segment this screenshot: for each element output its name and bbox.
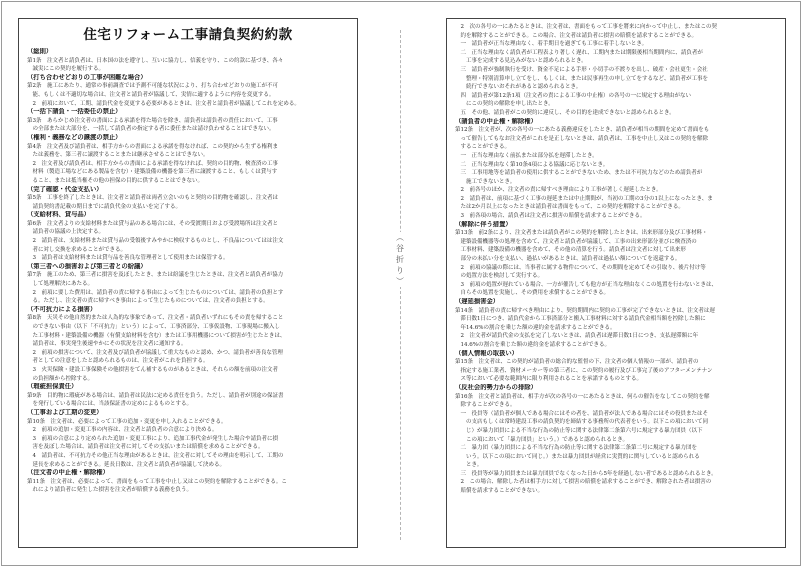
text-line: 請負者は、事実発生後速やかにその状況を注文者に通知する。 bbox=[27, 341, 187, 348]
text-line: 延長を求めることができる。延長日数は、注文者と請負者が協議して決める。 bbox=[27, 461, 226, 468]
section-heading: （第三者への損害および第三者との紛議） bbox=[27, 262, 147, 270]
text-line: のできない事由（以下「不可抗力」という）によって、工事済部分、工事仮設物、工事現場に搬入し bbox=[27, 324, 280, 330]
text-line: 一 正当な理由なく前払または部分払を遅滞したとき。 bbox=[455, 152, 598, 159]
text-line: 四 請負者が第12条1項（注文者の責による工事の中止権）の各号の一に規定する理由がない bbox=[455, 92, 692, 99]
section-heading: （解除に伴う措置） bbox=[455, 220, 512, 228]
fold-label bbox=[393, 232, 407, 287]
text-line: 請負者の協議の上決定する。 bbox=[27, 229, 105, 236]
text-line: にこの契約の解除を申し出たとき。 bbox=[455, 101, 554, 108]
text-line: 第14条 請負者の責に帰すべき理由により、契約期間内に契約の工事が完了できないときは、注文者は遅 bbox=[455, 307, 715, 314]
section-heading: （瑕疵担保責任） bbox=[27, 383, 78, 391]
text-line: の負担額から控除する。 bbox=[27, 375, 94, 382]
text-line: 2 請負者は、支給材料または貸与品の受領後すみやかに検収するものとし、不良品についてはは注文 bbox=[27, 238, 284, 245]
section-heading: （完了確認・代金支払い） bbox=[27, 185, 103, 193]
section-heading: （請負者の中止権・解除権） bbox=[455, 117, 537, 125]
text-line: 二 正当な理由なく第10条4項による協議に応じないとき。 bbox=[455, 161, 609, 168]
text-line: 3 前項の処置が遅れている場合、一方が催告しても他方が正当な理由なくこの処置を行わないときは、 bbox=[455, 281, 718, 288]
left-contract-panel bbox=[18, 18, 358, 548]
text-line: 3 請負者は支給材料または貸与品を善良な管理者として使用または保管する。 bbox=[27, 255, 229, 262]
text-line: 三 役員等が暴力団員または暴力団員でなくなった日から5年を経過しない者であると認められるとき。 bbox=[455, 470, 717, 477]
text-line: 第10条 注文者は、必要によって工事の追加・変更を申し入れることができる。 bbox=[27, 418, 227, 425]
text-line: 二 暴力団（暴力団員による不当な行為の防止等に関する法律第二条第二号に規定する暴力団を bbox=[455, 445, 698, 452]
text-line: 第15条 注文者は、この契約が請負者の総合的な監督の下、注文者の個人情報の一部が、請負者の bbox=[455, 359, 699, 366]
text-line: この項において「暴力団員」という。）であると認められるとき。 bbox=[455, 436, 629, 443]
text-line: 2 前各号のほか、注文者の責に帰すべき理由により工事が著しく遅延したとき。 bbox=[455, 187, 662, 194]
text-line: 滞日数1日につき、請負代金から工事済部分と搬入工事材料に対する請負代金相当額を控除した額に bbox=[455, 316, 706, 323]
text-line: た工事材料・建築設備の機器（有償支給材料を含む）または工事用機器について損害が生じたときは、 bbox=[27, 332, 286, 339]
text-line: 工事材料、建築設備の機器を含めて、その他の清算を行う。請負者は注文者に対して出来形 bbox=[455, 247, 686, 254]
text-line: 3 前各項の場合、請負者は注文者に損害の賠償を請求することができる。 bbox=[455, 213, 646, 220]
left-column-text bbox=[27, 48, 349, 495]
section-heading: （不可抗力による損害） bbox=[27, 305, 97, 313]
fold-label-text: ︵ 谷 折 り ︶ bbox=[396, 233, 404, 286]
text-line: の処置方法を検討して実行する。 bbox=[455, 273, 544, 280]
text-line: れにより請負者に発生した損害を注文者が賠償する義務を負う。 bbox=[27, 487, 193, 494]
section-heading: （反社会的勢力からの排除） bbox=[455, 383, 537, 391]
text-line: 3 火災保険・建設工事保険その他損害をてん補するものがあるときは、それらの額を前項の注文者 bbox=[27, 366, 279, 373]
text-line: 三 工事用地等を請負者の使用に供することができないため、または不可抗力などのため請負者が bbox=[455, 170, 703, 177]
document-title: 住宅リフォーム工事請負契約約款 bbox=[83, 27, 293, 43]
text-line: 工事を完成する見込みがないと認められるとき。 bbox=[455, 58, 587, 65]
text-line: ス等において必要な範囲内に限り利用されることを承諾するものとする。 bbox=[455, 376, 643, 383]
text-line: 年14.6%の割合を乗じた額の違約金を請求することができる。 bbox=[455, 324, 616, 331]
text-line: 自らその処置を実施し、その費用を求償することができる。 bbox=[455, 290, 610, 297]
text-line: を発行している場合には、当該保証書の定めによるものとする。 bbox=[27, 401, 193, 408]
text-line: 能、もしくは不適切な場合は、注文者と請負者が協議して、実情に適するように内容を変更する。 bbox=[27, 91, 275, 98]
text-line: の全部または大部分を、一括して請負者の指定する者に委任または請け負わせることはできない。 bbox=[27, 126, 275, 133]
text-line: 第4条 注文者及び請負者は、相手方からの書面による承諾を得なければ、この契約から生ずる権利ま bbox=[27, 143, 279, 150]
text-line: 請負契約書記載の期日までに請負代金の支払いを完了する。 bbox=[27, 203, 182, 210]
text-line: 賠償を請求することができない。 bbox=[455, 488, 544, 495]
text-line: いう。以下この項において同じ。）または暴力団員が経営に実質的に関与していると認められる bbox=[455, 453, 700, 460]
text-line: 2 請負者は、前項に基づく工事の遅延または中止期間が、当初の工期の3分の1以上になったとき、ま bbox=[455, 195, 713, 202]
text-line: 2 前項の追加・変更工事の内容は、注文者と請負者の合意により決める。 bbox=[27, 427, 218, 434]
text-line: 二 正当な理由なく請負者が工程表より著しく遅れ、工期内または期限後相当期間内に、請負者が bbox=[455, 49, 703, 56]
text-line: の支店もしくは常時建設工事の請負契約を締結する事務所の代表者をいう。以下この項において同 bbox=[455, 419, 709, 426]
text-line: 第12条 注文者が、次の各号の一にあたる義務違反をしたとき、請負者が相当の期間を定めて書面をも bbox=[455, 127, 710, 134]
text-line: 2 前項に要した費用は、請負者の責に帰する事由によって生じたものについては、請負者の負担とす bbox=[27, 289, 284, 296]
text-line: 4 請負者は、不可抗力その他正当な理由があるときは、注文者に対してその理由を明示して、工期の bbox=[27, 452, 284, 459]
text-line: 第16条 注文者と請負者は、相手方が次の各号の一にあたるときは、何らの催告をなしてこの契約を解 bbox=[455, 393, 710, 400]
right-column-text bbox=[455, 23, 777, 496]
text-line: 三 請負者が強制執行を受け、資金不足による手形・小切手の不渡りを出し、破産・会社更生・会社 bbox=[455, 66, 708, 73]
text-line: 施工できないとき。 bbox=[455, 178, 516, 185]
text-line: たは2か月以上になったときは請負者は書面をもって、この契約を解除することができる。 bbox=[455, 204, 684, 211]
text-line: たは義務を、第三者に譲渡することまたは継承させることはできない。 bbox=[27, 152, 209, 159]
text-line: 材料（製造工場などにある製品を含む）・建築設備の機器を第三者に譲渡すること、もしくは貸与す bbox=[27, 169, 278, 176]
text-line: 2 この場合、解除した者は相手方に対して損害の賠償を請求することができ、解除された者は損害の bbox=[455, 479, 712, 486]
text-line: 一 役員等（請負者が個人である場合にはその者を、請負者が法人である場合にはその役員またはそ bbox=[455, 410, 709, 417]
text-line: 除することができる。 bbox=[455, 402, 516, 409]
text-line: 2 前項の損害について、注文者及び請負者が協議して重大なものと認め、かつ、請負者が善良な管理 bbox=[27, 349, 283, 356]
text-line: 2 注文者及び請負者は、相手方からの書面による承諾を得なければ、契約の目的物、検査済の工事 bbox=[27, 160, 279, 167]
text-line: って催告してもなお注文者がこれを是正しないときは、請負者は、工事を中止し又はこの契約を解除 bbox=[455, 135, 709, 142]
section-heading: （遅延損害金） bbox=[455, 298, 500, 305]
text-line: 五 その他、請負者がこの契約に違反し、その目的を達成できないと認められるとき。 bbox=[455, 109, 675, 116]
text-line: 第2条 施工にあたり、通常の事前調査では予測不可能な状況により、打ち合わせどおりの施工が不可 bbox=[27, 83, 279, 90]
text-line: 建築設備機器等の処理を含めて、注文者と請負者が協議して、工事の出来形部分並びに検査済の bbox=[455, 238, 697, 245]
section-heading: （一括下請負・一括委任の禁止） bbox=[27, 108, 122, 116]
section-heading: （個人情報の取扱い） bbox=[455, 349, 518, 357]
text-line: 続行できないおそれがあると認められるとき。 bbox=[455, 84, 582, 91]
text-line: 部分の未払い分を支払い、過払いがあるときは、請負者は過払い額についてを返還する。 bbox=[455, 256, 681, 263]
text-line: 2 前項において、工期、請負代金を変更する必要があるときは、注文者と請負者が協議してこれを定める。 bbox=[27, 100, 300, 107]
section-heading: （支給材料、貸与品） bbox=[27, 211, 90, 219]
text-line: 2 注文者が請負代金の支払を完了しないときは、請負者は遅滞日数1日につき、支払遅滞額に年 bbox=[455, 333, 699, 340]
text-line: 第6条 注文者よりの支給材料または貸与品のある場合には、その受渡期日および受渡場所は注文者と bbox=[27, 220, 279, 227]
text-line: して処理解決にあたる。 bbox=[27, 281, 94, 288]
text-line: 指定する施工業者、資材メーカー等の第三者に、この契約の履行及び工事完了後のアフターメンテナン bbox=[455, 367, 713, 374]
text-line: 14.6%の割合を乗じた額の違約金を請求することができる。 bbox=[455, 341, 610, 348]
text-line: 者としての注意をしたと認められるものは、注文者がこれを負担する。 bbox=[27, 358, 209, 365]
text-line: 第1条 注文者と請負者は、日本国の法を遵守し、互いに協力し、信義を守り、この約款に基づき、各々 bbox=[27, 57, 284, 64]
text-line: 第8条 天災その他自然的または人為的な事象であって、注文者・請負者いずれにもその責を帰すること bbox=[27, 315, 284, 322]
text-line: 2 次の各号の一にあたるときは、注文者は、書面をもって工事を將来に向かって中止し、またはこの契 bbox=[455, 24, 718, 30]
section-heading: （工事および工期の変更） bbox=[27, 408, 103, 416]
section-heading: （注文者の中止権・解除権） bbox=[27, 469, 109, 477]
right-contract-panel bbox=[446, 18, 786, 548]
section-heading: （打ち合わせどおりの工事が困難な場合） bbox=[27, 73, 147, 81]
section-heading: （総則） bbox=[27, 48, 53, 55]
text-line: 誠実にこの契約を履行する。 bbox=[27, 66, 105, 73]
text-line: することができる。 bbox=[455, 144, 511, 151]
text-line: 約を解除することができる。この場合、注文者は請負者に損害の賠償を請求することができる。 bbox=[455, 32, 698, 39]
text-line: 第11条 注文者は、必要によって、書面をもって工事を中止し又はこの契約を解除することができる。こ bbox=[27, 478, 287, 485]
text-line: る。ただし、注文者の責に帰すべき事由によって生じたものについては、注文者の負担とする。 bbox=[27, 298, 269, 305]
text-line: 害を及ぼした場合は、請負者は注文者に対してその支払いまたは賠償を求めることができる。 bbox=[27, 444, 264, 451]
text-line: 第5条 工事を終了したときは、注文者と請負者は両者立会いのもと契約の目的物を確認し、注文者は bbox=[27, 195, 279, 202]
text-line: 第9条 目的物に瑕疵がある場合は、請負者は民法に定める責任を負う。ただし、請負者が別途の保証書 bbox=[27, 392, 284, 399]
section-heading: （権利・義務などの譲渡の禁止） bbox=[27, 133, 122, 141]
text-line: 第13条 前2条により、注文者または請負者がこの契約を解除したときは、出来形部分及び工事材料・ bbox=[455, 230, 708, 237]
text-line: ること、または抵当権その他の担保の目的に供することはできない。 bbox=[27, 177, 204, 184]
text-line: 第7条 施工のため、第三者に損害を及ぼしたとき、または紛議を生じたときは、注文者と請負者が協力 bbox=[27, 272, 284, 279]
text-line: 第3条 あらかじめ注文者の書面による承諾を得た場合を除き、請負者は請負者の責任において、工事 bbox=[27, 117, 278, 124]
text-line: 2 前項の協議の際には、当事者に属する物件について、その期間を定めてその引取り、後片付け等 bbox=[455, 264, 706, 271]
text-line: とき。 bbox=[455, 462, 483, 469]
text-line: 3 前項の合意により定められた追加・変更工事により、追加工事代金が発生した場合や請負者に損 bbox=[27, 435, 279, 442]
text-line: 整理・特別清算申し立てをし、もしくは、または民事再生の申し立てをするなど、請負者が工事を bbox=[455, 75, 709, 82]
text-line: 一 請負者が正当な理由なく、着手期日を過ぎても工事に着手しないとき。 bbox=[455, 41, 648, 48]
text-line: じ）が暴力団員による不当な行為の防止等に関する法律第二条第六号に規定する暴力団員（以下 bbox=[455, 427, 703, 434]
text-line: 者に対し交換を求めることができる。 bbox=[27, 246, 127, 253]
